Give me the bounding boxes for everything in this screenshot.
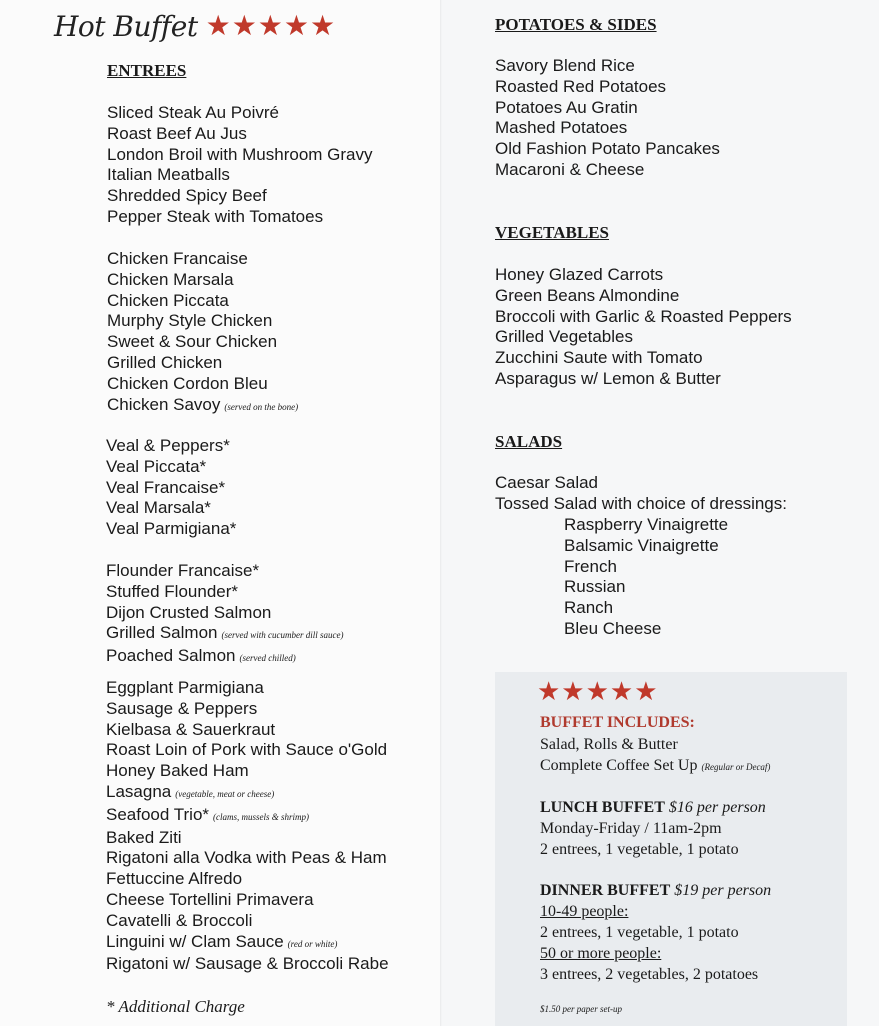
menu-title-text: Hot Buffet [54,9,198,43]
list-item: Grilled Vegetables [495,327,633,347]
entree-name: Lasagna [106,781,172,801]
entree-item [107,145,373,166]
list-item: Old Fashion Potato Pancakes [495,139,720,159]
entree-name: Pepper Steak with Tomatoes [107,206,324,226]
entree-name: Chicken Francaise [107,249,248,268]
list-item: Mashed Potatoes [495,118,628,138]
dinner-buffet-label: DINNER BUFFET [540,882,671,899]
entree-item [107,124,373,145]
entree-name: Sweet & Sour Chicken [107,332,278,352]
vegetables-heading: VEGETABLES [495,223,610,242]
includes-stars-icon: ★★★★★ [537,676,659,706]
entree-name: Rigatoni alla Vodka with Peas & Ham [106,848,387,868]
entree-item [107,353,298,374]
entree-name: Grilled Chicken [107,352,223,372]
entree-name: Honey Baked Ham [106,761,249,781]
entree-name: Baked Ziti [106,827,182,847]
list-item: Zucchini Saute with Tomato [495,348,703,368]
entree-item [107,311,298,332]
lunch-buffet-label: LUNCH BUFFET [540,799,665,816]
coffee-note: (Regular or Decaf) [701,762,771,772]
entree-item [106,498,236,519]
dinner-buffet-line [540,882,771,900]
entree-item [107,270,298,291]
list-item: Savory Blend Rice [495,56,635,75]
entree-item [107,395,298,418]
entree-name: Linguini w/ Clam Sauce [106,931,284,951]
entree-item [107,332,298,353]
entree-name: Kielbasa & Sauerkraut [106,719,276,739]
entree-item [106,457,236,478]
menu-title [54,8,336,44]
entree-item [107,165,373,186]
entree-note: (served with cucumber dill sauce) [221,630,344,641]
entree-item [106,869,389,890]
entree-note: (served on the bone) [224,401,299,412]
entree-name: Veal Francaise* [106,477,226,497]
entree-note: (red or white) [287,938,338,949]
entree-item [106,782,389,805]
entree-name: Chicken Piccata [107,290,229,310]
list-item: Green Beans Almondine [495,285,680,305]
list-item: Roasted Red Potatoes [495,76,667,96]
entree-item [106,699,389,720]
entree-name: Flounder Francaise* [106,561,260,580]
salads-heading: SALADS [495,432,563,451]
entrees-heading: ENTREES [107,61,187,80]
list-item: Raspberry Vinaigrette [564,515,729,534]
title-stars-icon: ★★★★★ [205,10,337,41]
entree-name: Eggplant Parmigiana [106,678,264,697]
entree-group-seafood [106,561,343,669]
entree-item [106,932,389,955]
entree-item [106,740,389,761]
entree-group-chicken [107,249,298,417]
entree-item [106,828,389,849]
includes-line-coffee [540,757,770,775]
entree-item [106,646,343,669]
entree-item [106,911,389,932]
includes-heading: BUFFET INCLUDES: [540,714,695,731]
list-item: Honey Glazed Carrots [495,265,664,284]
list-item: Ranch [564,598,614,618]
entree-item [107,249,298,270]
dinner-tier2: 50 or more people: [540,945,662,962]
list-item: Russian [564,577,626,597]
entree-item [106,805,389,828]
entree-name: Grilled Salmon [106,623,218,643]
entree-name: Rigatoni w/ Sausage & Broccoli Rabe [106,954,389,974]
lunch-detail: 2 entrees, 1 vegetable, 1 potato [540,841,739,858]
dinner-tier1-detail: 2 entrees, 1 vegetable, 1 potato [540,924,739,941]
entree-item [107,103,373,124]
entree-item [106,954,389,975]
entree-item [107,207,373,228]
vegetables-list [495,265,792,390]
entree-item [106,890,389,911]
list-item: Balsamic Vinaigrette [564,535,719,555]
entree-item [106,848,389,869]
entree-note: (clams, mussels & shrimp) [213,811,310,822]
entree-name: Veal Piccata* [106,456,207,476]
entree-name: Cheese Tortellini Primavera [106,889,314,909]
entree-group-veal [106,436,236,540]
list-item: Caesar Salad [495,473,599,492]
entree-name: Shredded Spicy Beef [107,186,267,206]
entree-item [106,561,343,582]
entree-item [106,519,236,540]
list-item: Tossed Salad with choice of dressings: [495,493,787,513]
dinner-tier1: 10-49 people: [540,903,629,920]
entree-name: Chicken Cordon Bleu [107,373,268,393]
entree-name: Veal Parmigiana* [106,519,237,539]
entree-note: (vegetable, meat or cheese) [175,788,275,799]
list-item: Potatoes Au Gratin [495,97,638,117]
list-item: Macaroni & Cheese [495,159,645,179]
list-item: Bleu Cheese [564,618,662,638]
entree-name: Veal Marsala* [106,498,211,518]
entree-item [107,291,298,312]
coffee-text: Complete Coffee Set Up [540,757,698,774]
entree-name: Sliced Steak Au Poivré [107,103,279,122]
list-item: Broccoli with Garlic & Roasted Peppers [495,306,792,326]
dressings-list [495,515,728,640]
entree-name: Veal & Peppers* [106,436,230,455]
entree-name: Cavatelli & Broccoli [106,910,253,930]
entree-name: Roast Loin of Pork with Sauce o'Gold [106,740,388,760]
page-fold-divider [440,0,442,1026]
paper-setup-note: $1.50 per paper set-up [540,1004,622,1014]
includes-line-salad: Salad, Rolls & Butter [540,736,678,753]
entree-name: Chicken Savoy [107,394,221,414]
lunch-days: Monday-Friday / 11am-2pm [540,820,722,837]
entree-name: Italian Meatballs [107,165,230,185]
entree-name: Roast Beef Au Jus [107,123,247,143]
entree-name: Fettuccine Alfredo [106,869,243,889]
entree-item [106,582,343,603]
list-item: Asparagus w/ Lemon & Butter [495,368,721,388]
entree-name: Chicken Marsala [107,269,234,289]
entree-item [107,186,373,207]
entree-item [106,761,389,782]
entree-item [106,436,236,457]
entree-name: London Broil with Mushroom Gravy [107,144,373,164]
dinner-buffet-price: $19 per person [674,882,772,899]
entree-item [106,478,236,499]
list-item: French [564,556,617,576]
additional-charge-footnote: * Additional Charge [106,997,245,1016]
entree-name: Dijon Crusted Salmon [106,602,272,622]
dinner-tier2-detail: 3 entrees, 2 vegetables, 2 potatoes [540,966,759,983]
entree-name: Murphy Style Chicken [107,311,273,331]
entree-item [106,720,389,741]
entree-group-other [106,678,389,975]
salads-list [495,473,787,515]
potatoes-heading: POTATOES & SIDES [495,15,657,34]
entree-name: Sausage & Peppers [106,698,258,718]
entree-item [106,678,389,699]
potatoes-list [495,56,720,181]
entree-name: Stuffed Flounder* [106,581,238,601]
entree-item [106,623,343,646]
entree-item [106,603,343,624]
lunch-buffet-line [540,799,766,817]
lunch-buffet-price: $16 per person [668,799,766,816]
entree-name: Poached Salmon [106,646,236,666]
entree-note: (served chilled) [239,653,296,664]
entree-item [107,374,298,395]
entree-group-beef [107,103,373,228]
entree-name: Seafood Trio* [106,804,210,824]
